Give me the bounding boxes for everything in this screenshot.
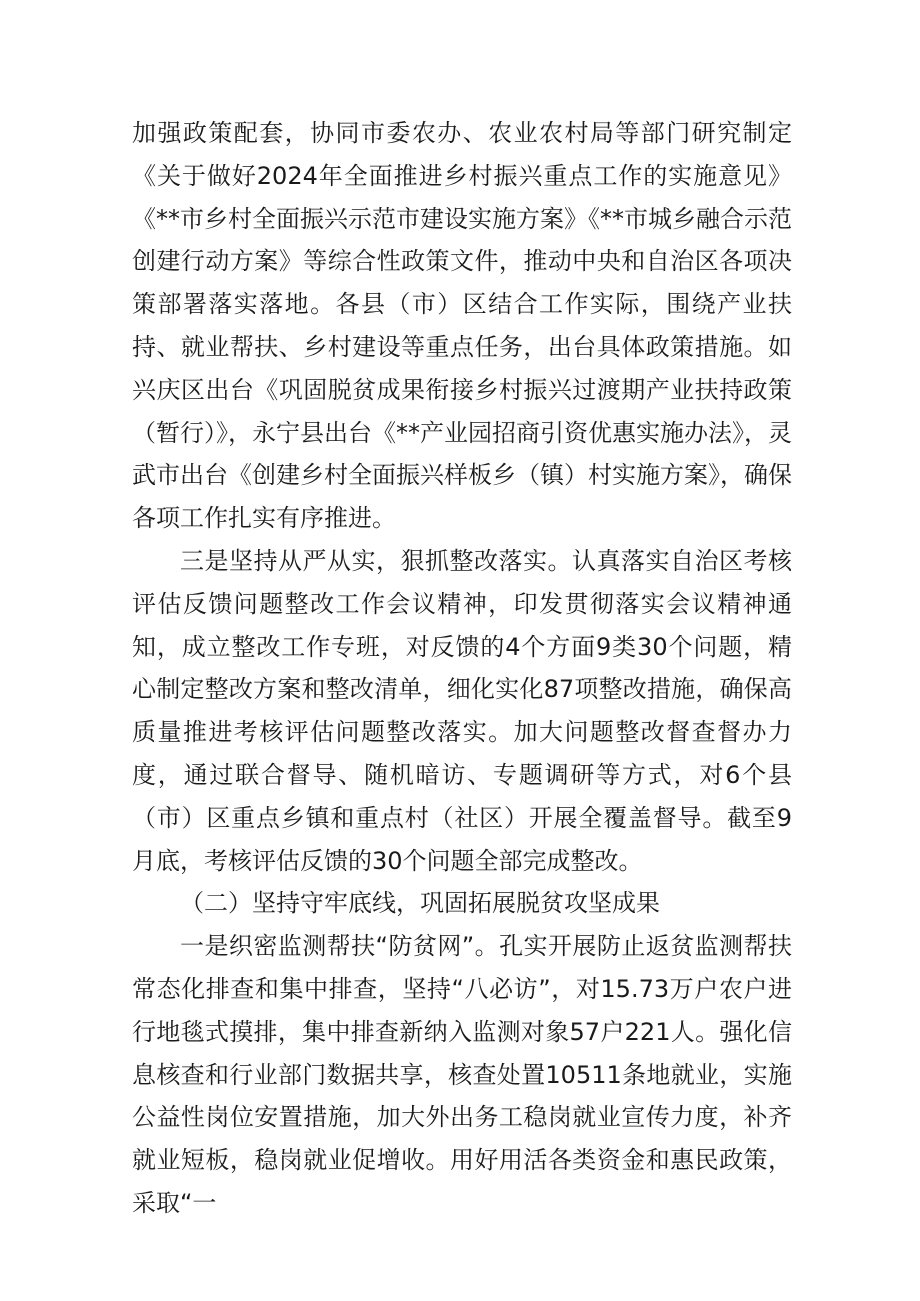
- paragraph-policy-support: 加强政策配套，协同市委农办、农业农村局等部门研究制定《关于做好2024年全面推进乡村振兴重点工作的实施意见》《**市乡村全面振兴示范市建设实施方案》《**市城乡融合示范创建行动方案》等综合性政策文件，推动中央和自治区各项决策部署落实落地。各县（市）区结合工作实际，围绕产业扶持、就业帮扶、乡村建设等重点任务，出台具体政策措施。如兴庆区出台《巩固脱贫成果衔接乡村振兴过渡期产业扶持政策（暂行）》，永宁县出台《**产业园招商引资优惠实施办法》，灵武市出台《创建乡村全面振兴样板乡（镇）村实施方案》，确保各项工作扎实有序推进。: [132, 119, 792, 533]
- paragraph-rectification: 三是坚持从严从实，狠抓整改落实。认真落实自治区考核评估反馈问题整改工作会议精神，印发贯彻落实会议精神通知，成立整改工作专班，对反馈的4个方面9类30个问题，精心制定整改方案和整改清单，细化实化87项整改措施，确保高质量推进考核评估问题整改落实。加大问题整改督查督办力度，通过联合督导、随机暗访、专题调研等方式，对6个县（市）区重点乡镇和重点村（社区）开展全覆盖督导。截至9月底，考核评估反馈的30个问题全部完成整改。: [132, 546, 792, 875]
- section-heading: （二）坚持守牢底线，巩固拓展脱贫攻坚成果: [180, 889, 660, 918]
- paragraph-monitoring: 一是织密监测帮扶“防贫网”。孔实开展防止返贫监测帮扶常态化排查和集中排查，坚持“八必访”，对15.73万户农户进行地毯式摸排，集中排查新纳入监测对象57户221人。强化信息核查和行业部门数据共享，核查处置10511条地就业，实施公益性岗位安置措施，加大外出务工稳岗就业宣传力度，补齐就业短板，稳岗就业促增收。用好用活各类资金和惠民政策，采取“一: [132, 932, 792, 1217]
- document-body: [132, 112, 792, 1225]
